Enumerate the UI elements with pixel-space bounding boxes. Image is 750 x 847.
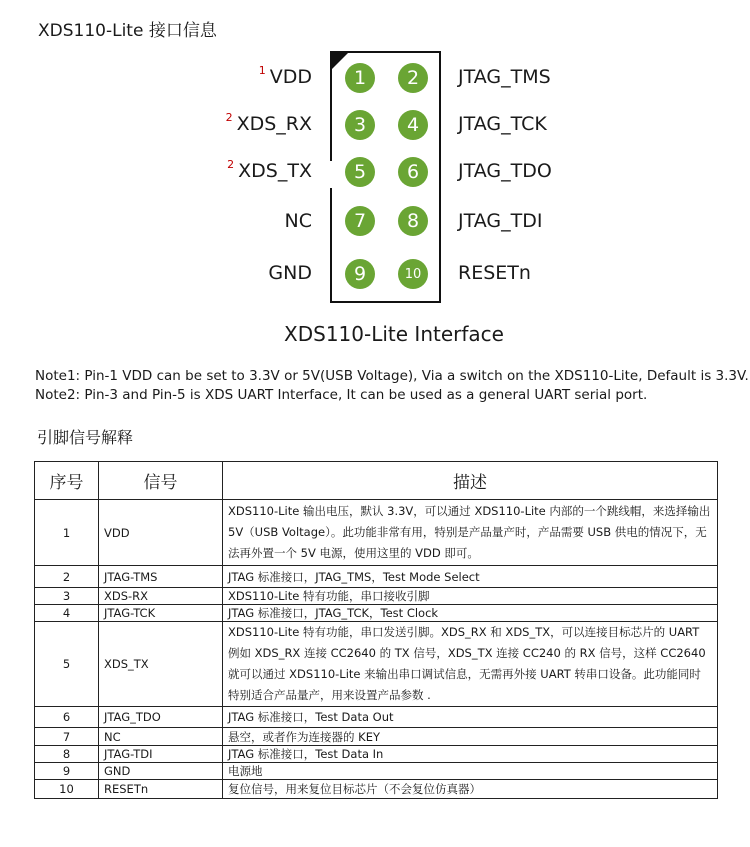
pin-3: 3 bbox=[345, 110, 375, 140]
table-row bbox=[35, 746, 718, 763]
table-row bbox=[35, 500, 718, 566]
pin-9: 9 bbox=[345, 259, 375, 289]
cell-desc: JTAG 标准接口，Test Data In bbox=[223, 746, 718, 763]
label-jtag-tms: JTAG_TMS bbox=[458, 66, 551, 88]
table-row bbox=[35, 566, 718, 588]
label-jtag-tdo: JTAG_TDO bbox=[458, 160, 552, 182]
cell-no: 5 bbox=[35, 622, 99, 707]
diagram-caption: XDS110-Lite Interface bbox=[284, 322, 504, 346]
cell-signal: GND bbox=[99, 763, 223, 780]
cell-no: 1 bbox=[35, 500, 99, 566]
cell-signal: JTAG-TCK bbox=[99, 605, 223, 622]
cell-no: 10 bbox=[35, 780, 99, 799]
header-no: 序号 bbox=[35, 462, 99, 500]
label-xds-rx: $^2$ XDS_RX bbox=[225, 111, 312, 135]
pin-10: 10 bbox=[398, 259, 428, 289]
label-jtag-tdi: JTAG_TDI bbox=[458, 210, 543, 232]
label-gnd: GND bbox=[268, 262, 312, 284]
table-row bbox=[35, 763, 718, 780]
cell-signal: VDD bbox=[99, 500, 223, 566]
cell-no: 8 bbox=[35, 746, 99, 763]
pin-1: 1 bbox=[345, 63, 375, 93]
cell-signal: JTAG_TDO bbox=[99, 707, 223, 728]
cell-signal: RESETn bbox=[99, 780, 223, 799]
cell-desc: 复位信号，用来复位目标芯片（不会复位仿真器） bbox=[223, 780, 718, 799]
cell-desc: 悬空，或者作为连接器的 KEY bbox=[223, 728, 718, 746]
cell-no: 9 bbox=[35, 763, 99, 780]
connector-key-gap bbox=[328, 161, 334, 188]
pin-5: 5 bbox=[345, 157, 375, 187]
cell-no: 2 bbox=[35, 566, 99, 588]
table-row bbox=[35, 780, 718, 799]
cell-desc: XDS110-Lite 特有功能，串口接收引脚 bbox=[223, 588, 718, 605]
cell-signal: NC bbox=[99, 728, 223, 746]
cell-no: 4 bbox=[35, 605, 99, 622]
label-vdd: $^1$ VDD bbox=[258, 64, 312, 88]
table-row bbox=[35, 728, 718, 746]
table-row bbox=[35, 707, 718, 728]
cell-desc: 电源地 bbox=[223, 763, 718, 780]
label-resetn: RESETn bbox=[458, 262, 531, 284]
footnote-mark: 2 bbox=[225, 111, 233, 124]
page-title: XDS110-Lite 接口信息 bbox=[38, 21, 217, 41]
pin-6: 6 bbox=[398, 157, 428, 187]
pin-table bbox=[34, 461, 718, 799]
cell-no: 3 bbox=[35, 588, 99, 605]
cell-no: 7 bbox=[35, 728, 99, 746]
cell-desc: JTAG 标准接口，JTAG_TMS，Test Mode Select bbox=[223, 566, 718, 588]
cell-signal: XDS-RX bbox=[99, 588, 223, 605]
pin-7: 7 bbox=[345, 206, 375, 236]
cell-desc: XDS110-Lite 输出电压，默认 3.3V，可以通过 XDS110-Lite 内部的一个跳线帽，来选择输出 5V（USB Voltage）。此功能非常有用，特别是产品量产时，产品需要 USB 供电的情况下，无法再外置一个 5V 电源，使用这里的 VDD 即可。 bbox=[223, 500, 718, 566]
pin-8: 8 bbox=[398, 206, 428, 236]
note-2: Note2: Pin-3 and Pin-5 is XDS UART Interface, It can be used as a general UART serial port. bbox=[35, 387, 648, 403]
pin-4: 4 bbox=[398, 110, 428, 140]
footnote-mark: 2 bbox=[227, 158, 235, 171]
pin-2: 2 bbox=[398, 63, 428, 93]
cell-no: 6 bbox=[35, 707, 99, 728]
table-header bbox=[35, 462, 718, 500]
pin1-marker bbox=[331, 52, 349, 70]
table-row bbox=[35, 605, 718, 622]
label-jtag-tck: JTAG_TCK bbox=[458, 113, 547, 135]
table-row bbox=[35, 622, 718, 707]
cell-desc: XDS110-Lite 特有功能，串口发送引脚。XDS_RX 和 XDS_TX，可以连接目标芯片的 UART 例如 XDS_RX 连接 CC2640 的 TX 信号，XDS_TX 连接 CC240 的 RX 信号，这样 CC2640 就可以通过 XDS110-Lite 来输出串口调试信息，无需再外接 UART 转串口设备。此功能同时特别适合产品量产，用来设置产品参数 . bbox=[223, 622, 718, 707]
section-title: 引脚信号解释 bbox=[37, 428, 134, 447]
note-1: Note1: Pin-1 VDD can be set to 3.3V or 5V(USB Voltage), Via a switch on the XDS110-Lite, Default is 3.3V. bbox=[35, 368, 749, 384]
cell-signal: JTAG-TDI bbox=[99, 746, 223, 763]
header-signal: 信号 bbox=[99, 462, 223, 500]
cell-signal: XDS_TX bbox=[99, 622, 223, 707]
cell-desc: JTAG 标准接口，Test Data Out bbox=[223, 707, 718, 728]
label-nc: NC bbox=[284, 210, 312, 232]
cell-signal: JTAG-TMS bbox=[99, 566, 223, 588]
cell-desc: JTAG 标准接口，JTAG_TCK，Test Clock bbox=[223, 605, 718, 622]
label-xds-tx: $^2$ XDS_TX bbox=[227, 158, 312, 182]
header-desc: 描述 bbox=[223, 462, 718, 500]
table-row bbox=[35, 588, 718, 605]
footnote-mark: 1 bbox=[258, 64, 266, 77]
